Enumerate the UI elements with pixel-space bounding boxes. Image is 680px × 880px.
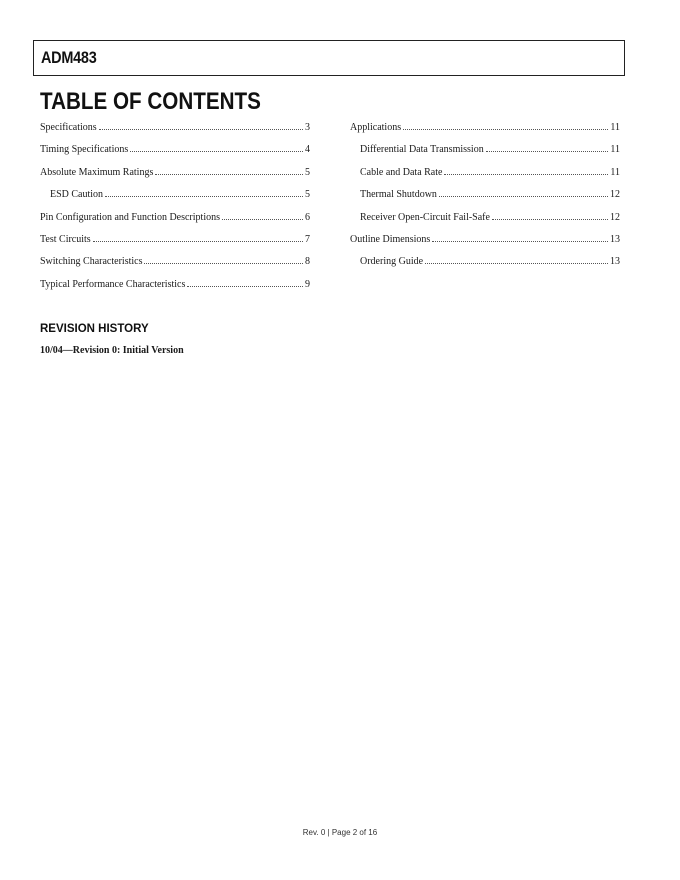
toc-entry-label: Ordering Guide	[360, 256, 424, 268]
toc-entry-page: 5	[305, 189, 310, 201]
toc-entry-page: 7	[305, 233, 310, 245]
toc-entry-label: Test Circuits	[40, 233, 91, 245]
toc-entry-label: Applications	[350, 122, 402, 133]
toc-entry[interactable]	[40, 186, 310, 208]
toc-entry[interactable]	[350, 164, 620, 186]
toc-entry-page: 4	[305, 144, 310, 156]
toc-leader-dots	[105, 196, 303, 197]
toc-leader-dots	[492, 219, 608, 220]
toc-leader-dots	[93, 241, 303, 242]
toc-entry[interactable]	[40, 119, 310, 141]
toc-entry-label: Timing Specifications	[40, 144, 129, 156]
toc-entry-page: 8	[305, 256, 310, 268]
toc-entry-page: 9	[305, 278, 310, 290]
toc-entry[interactable]	[350, 186, 620, 208]
toc-title: TABLE OF CONTENTS	[40, 88, 261, 115]
toc-entry-page: 11	[610, 122, 620, 133]
toc-entry-label: Receiver Open-Circuit Fail-Safe	[360, 211, 490, 223]
toc-entry[interactable]	[350, 231, 620, 253]
toc-entry-label: Differential Data Transmission	[360, 144, 484, 156]
toc-entry-page: 12	[610, 189, 620, 201]
toc-entry[interactable]	[40, 276, 310, 298]
toc-entry-label: Cable and Data Rate	[360, 166, 443, 178]
toc-entry-page: 12	[610, 211, 620, 223]
toc-entry[interactable]	[40, 253, 310, 275]
toc-leader-dots	[222, 219, 303, 220]
toc-leader-dots	[155, 174, 303, 175]
toc-entry-label: Specifications	[40, 122, 97, 133]
toc-entry-page: 13	[610, 233, 620, 245]
toc-leader-dots	[403, 129, 608, 130]
toc-leader-dots	[444, 174, 608, 175]
page-header	[33, 40, 625, 76]
toc-entry-label: Typical Performance Characteristics	[40, 278, 186, 290]
toc-entry[interactable]	[350, 253, 620, 275]
toc-entry-page: 13	[610, 256, 620, 268]
toc-entry-label: Absolute Maximum Ratings	[40, 166, 154, 178]
toc-entry-label: ESD Caution	[50, 189, 104, 201]
toc-entry[interactable]	[40, 141, 310, 163]
toc-leader-dots	[432, 241, 608, 242]
toc-leader-dots	[144, 263, 303, 264]
toc-entry[interactable]	[350, 119, 620, 141]
toc-entry-page: 6	[305, 211, 310, 223]
toc-entry[interactable]	[350, 141, 620, 163]
toc-entry-page: 11	[610, 144, 620, 156]
part-number: ADM483	[41, 48, 97, 67]
page-footer: Rev. 0 | Page 2 of 16	[302, 828, 378, 837]
toc-entry[interactable]	[40, 231, 310, 253]
toc-leader-dots	[425, 263, 608, 264]
revision-history-heading: REVISION HISTORY	[40, 323, 149, 335]
toc-entry[interactable]	[40, 209, 310, 231]
toc-left-column	[40, 119, 310, 298]
toc-entry-page: 3	[305, 122, 310, 133]
toc-right-column	[350, 119, 620, 276]
toc-leader-dots	[486, 151, 609, 152]
toc-entry-label: Pin Configuration and Function Descriptions	[40, 211, 220, 223]
revision-entry: 10/04—Revision 0: Initial Version	[40, 345, 184, 356]
toc-leader-dots	[187, 286, 303, 287]
toc-entry-label: Switching Characteristics	[40, 256, 143, 268]
toc-leader-dots	[99, 129, 303, 130]
toc-entry-label: Outline Dimensions	[350, 233, 431, 245]
toc-entry[interactable]	[40, 164, 310, 186]
toc-entry-label: Thermal Shutdown	[360, 189, 437, 201]
toc-leader-dots	[439, 196, 608, 197]
toc-entry-page: 11	[610, 166, 620, 178]
toc-entry-page: 5	[305, 166, 310, 178]
toc-leader-dots	[130, 151, 303, 152]
toc-entry[interactable]	[350, 209, 620, 231]
